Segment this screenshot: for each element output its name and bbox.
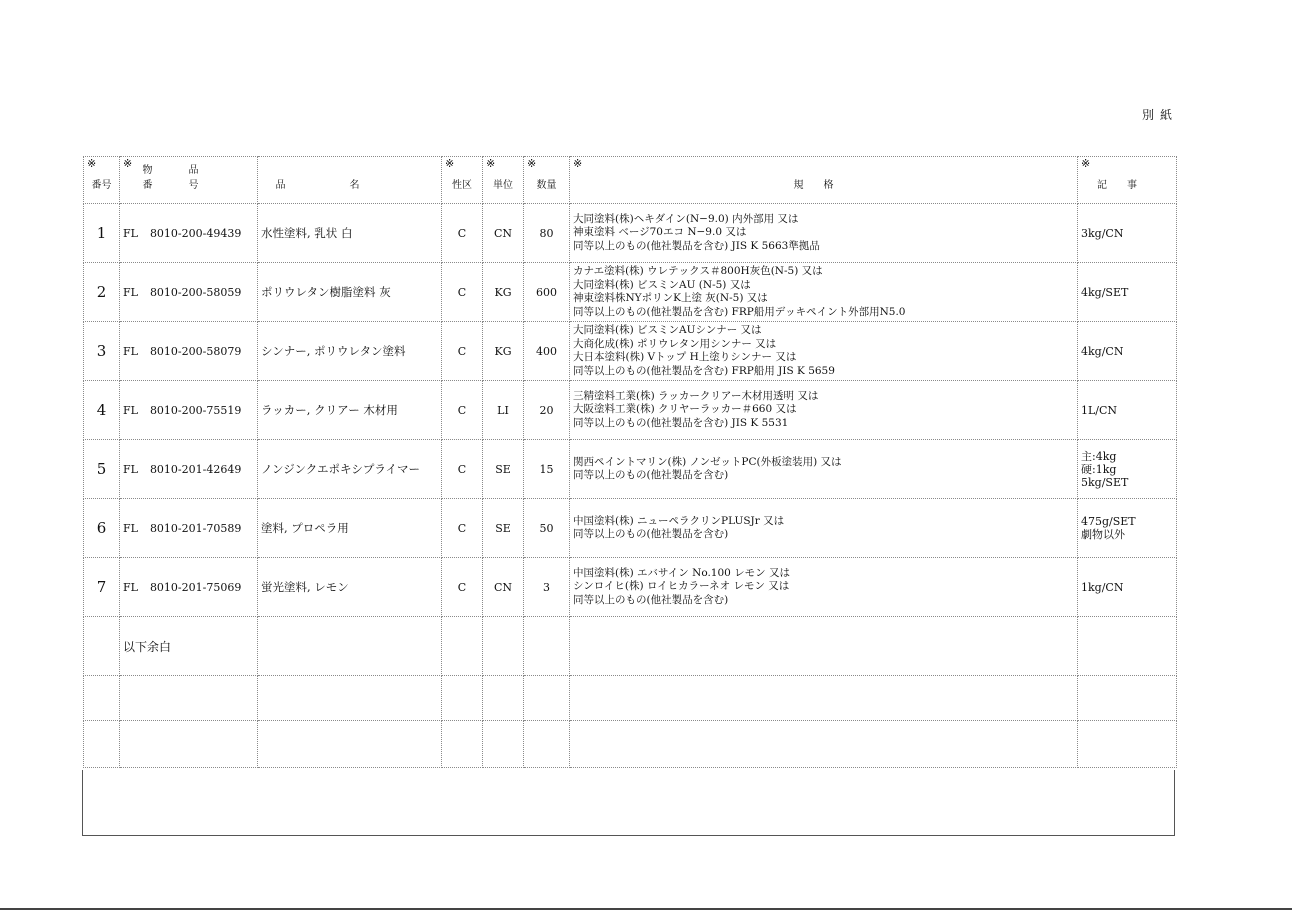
empty-cell bbox=[524, 676, 570, 721]
item-notes: 主:4kg 硬:1kg 5kg/SET bbox=[1078, 440, 1177, 499]
empty-cell bbox=[258, 721, 442, 768]
empty-cell bbox=[120, 676, 258, 721]
attachment-label: 別紙 bbox=[1142, 108, 1179, 122]
item-class: C bbox=[442, 204, 483, 263]
item-name: 塗料, プロペラ用 bbox=[258, 499, 442, 558]
stock-number: FL 8010-201-42649 bbox=[120, 440, 258, 499]
item-spec: 三精塗料工業(株) ラッカークリアー木材用透明 又は 大阪塗料工業(株) クリヤーラッカー＃660 又は 同等以上のもの(他社製品を含む) JIS K 5531 bbox=[570, 381, 1078, 440]
item-quantity: 400 bbox=[524, 322, 570, 381]
procurement-spec-table bbox=[83, 156, 1177, 768]
empty-cell bbox=[570, 721, 1078, 768]
empty-cell bbox=[570, 617, 1078, 676]
table-row bbox=[84, 499, 1177, 558]
table-row bbox=[84, 204, 1177, 263]
remaining-note: 以下余白 bbox=[120, 617, 258, 676]
stock-number: FL 8010-200-75519 bbox=[120, 381, 258, 440]
header-item-name: 品名 bbox=[258, 157, 442, 204]
empty-row bbox=[84, 676, 1177, 721]
empty-cell bbox=[442, 617, 483, 676]
footer-box bbox=[82, 770, 1175, 836]
table-row bbox=[84, 322, 1177, 381]
row-number: 1 bbox=[84, 204, 120, 263]
item-class: C bbox=[442, 558, 483, 617]
item-quantity: 50 bbox=[524, 499, 570, 558]
header-quantity: ※ 数量 bbox=[524, 157, 570, 204]
item-class: C bbox=[442, 440, 483, 499]
header-unit: ※ 単位 bbox=[483, 157, 524, 204]
item-unit: KG bbox=[483, 263, 524, 322]
item-notes: 1L/CN bbox=[1078, 381, 1177, 440]
empty-row bbox=[84, 721, 1177, 768]
item-unit: SE bbox=[483, 499, 524, 558]
row-number: 3 bbox=[84, 322, 120, 381]
header-stock-number: ※ 物品番号 bbox=[120, 157, 258, 204]
item-notes: 1kg/CN bbox=[1078, 558, 1177, 617]
empty-cell bbox=[483, 721, 524, 768]
table-row bbox=[84, 440, 1177, 499]
item-class: C bbox=[442, 499, 483, 558]
empty-cell bbox=[1078, 676, 1177, 721]
item-unit: CN bbox=[483, 558, 524, 617]
empty-cell bbox=[84, 617, 120, 676]
item-class: C bbox=[442, 381, 483, 440]
empty-cell bbox=[442, 676, 483, 721]
item-notes: 4kg/CN bbox=[1078, 322, 1177, 381]
empty-cell bbox=[258, 617, 442, 676]
item-spec: 大同塗料(株)ヘキダイン(N−9.0) 内外部用 又は 神東塗料 ベージ70エコ N−9.0 又は 同等以上のもの(他社製品を含む) JIS K 5663準拠品 bbox=[570, 204, 1078, 263]
stock-number: FL 8010-200-58059 bbox=[120, 263, 258, 322]
item-unit: KG bbox=[483, 322, 524, 381]
item-spec: 中国塗料(株) エバサイン No.100 レモン 又は シンロイヒ(株) ロイヒカラーネオ レモン 又は 同等以上のもの(他社製品を含む) bbox=[570, 558, 1078, 617]
header-class: ※ 性区 bbox=[442, 157, 483, 204]
empty-cell bbox=[483, 617, 524, 676]
empty-cell bbox=[84, 676, 120, 721]
empty-cell bbox=[483, 676, 524, 721]
row-number: 6 bbox=[84, 499, 120, 558]
item-name: ノンジンクエポキシプライマー bbox=[258, 440, 442, 499]
item-unit: SE bbox=[483, 440, 524, 499]
item-quantity: 15 bbox=[524, 440, 570, 499]
header-spec: ※ 規格 bbox=[570, 157, 1078, 204]
empty-cell bbox=[1078, 721, 1177, 768]
item-name: シンナー, ポリウレタン塗料 bbox=[258, 322, 442, 381]
empty-cell bbox=[120, 721, 258, 768]
header-notes: ※ 記事 bbox=[1078, 157, 1177, 204]
stock-number: FL 8010-200-49439 bbox=[120, 204, 258, 263]
stock-number: FL 8010-200-58079 bbox=[120, 322, 258, 381]
item-quantity: 3 bbox=[524, 558, 570, 617]
item-spec: カナエ塗料(株) ウレテックス＃800H灰色(N-5) 又は 大同塗料(株) ビスミンAU (N-5) 又は 神東塗料株NYポリンK上塗 灰(N-5) 又は 同等以上のもの(他社製品を含む) FRP船用デッキペイント外部用N5.0 bbox=[570, 263, 1078, 322]
item-name: ポリウレタン樹脂塗料 灰 bbox=[258, 263, 442, 322]
row-number: 2 bbox=[84, 263, 120, 322]
empty-cell bbox=[524, 617, 570, 676]
row-number: 7 bbox=[84, 558, 120, 617]
remaining-row bbox=[84, 617, 1177, 676]
item-unit: LI bbox=[483, 381, 524, 440]
item-notes: 4kg/SET bbox=[1078, 263, 1177, 322]
item-class: C bbox=[442, 322, 483, 381]
item-name: 水性塗料, 乳状 白 bbox=[258, 204, 442, 263]
row-number: 5 bbox=[84, 440, 120, 499]
header-no: ※ 番号 bbox=[84, 157, 120, 204]
item-name: ラッカー, クリアー 木材用 bbox=[258, 381, 442, 440]
item-spec: 中国塗料(株) ニューペラクリンPLUSJr 又は 同等以上のもの(他社製品を含む) bbox=[570, 499, 1078, 558]
item-name: 蛍光塗料, レモン bbox=[258, 558, 442, 617]
empty-cell bbox=[570, 676, 1078, 721]
item-quantity: 80 bbox=[524, 204, 570, 263]
empty-cell bbox=[1078, 617, 1177, 676]
item-spec: 大同塗料(株) ビスミンAUシンナー 又は 大商化成(株) ポリウレタン用シンナー 又は 大日本塗料(株) Vトップ H上塗りシンナー 又は 同等以上のもの(他社製品を含む) FRP船用 JIS K 5659 bbox=[570, 322, 1078, 381]
row-number: 4 bbox=[84, 381, 120, 440]
empty-cell bbox=[258, 676, 442, 721]
item-unit: CN bbox=[483, 204, 524, 263]
empty-cell bbox=[84, 721, 120, 768]
stock-number: FL 8010-201-75069 bbox=[120, 558, 258, 617]
item-quantity: 20 bbox=[524, 381, 570, 440]
table-row bbox=[84, 263, 1177, 322]
item-quantity: 600 bbox=[524, 263, 570, 322]
header-row bbox=[84, 157, 1177, 204]
empty-cell bbox=[442, 721, 483, 768]
item-notes: 3kg/CN bbox=[1078, 204, 1177, 263]
table-row bbox=[84, 558, 1177, 617]
item-notes: 475g/SET 劇物以外 bbox=[1078, 499, 1177, 558]
table-row bbox=[84, 381, 1177, 440]
stock-number: FL 8010-201-70589 bbox=[120, 499, 258, 558]
item-class: C bbox=[442, 263, 483, 322]
scan-edge-line bbox=[0, 908, 1292, 910]
empty-cell bbox=[524, 721, 570, 768]
item-spec: 関西ペイントマリン(株) ノンゼットPC(外板塗装用) 又は 同等以上のもの(他社製品を含む) bbox=[570, 440, 1078, 499]
